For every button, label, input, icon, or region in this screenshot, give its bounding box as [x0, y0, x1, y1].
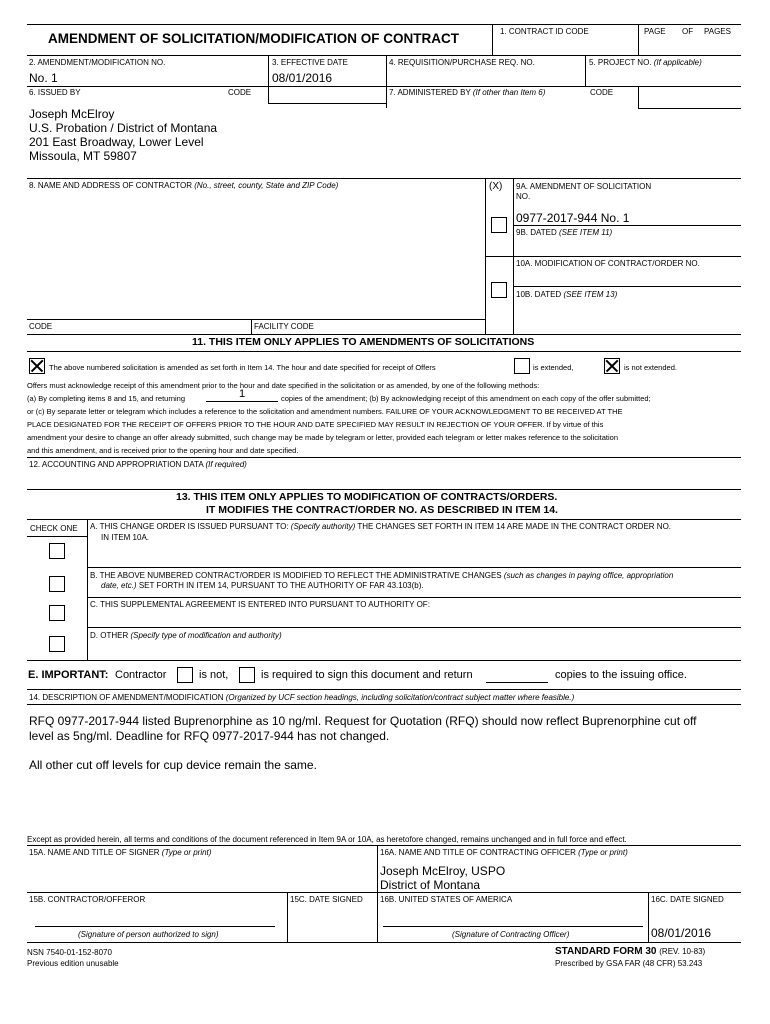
description-label: 14. DESCRIPTION OF AMENDMENT/MODIFICATION (Organized by UCF section headings, including solicitation/contract subject matter where feasible.) [29, 693, 575, 702]
item9a-label-no: NO. [516, 192, 531, 201]
copies-count-field[interactable] [486, 667, 548, 683]
contractor-signature-caption: (Signature of person authorized to sign) [78, 930, 219, 939]
option-b-text2: date, etc.) SET FORTH IN ITEM 14, PURSUANT TO THE AUTHORITY OF FAR 43.103(b). [101, 581, 424, 590]
description-line: RFQ 0977-2017-944 listed Buprenorphine as 10 ng/ml. Request for Quotation (RFQ) should now reflect Buprenorphine cut off [29, 714, 697, 728]
option-c-text: C. THIS SUPPLEMENTAL AGREEMENT IS ENTERED INTO PURSUANT TO AUTHORITY OF: [90, 600, 430, 609]
section11-line1: The above numbered solicitation is amended as set forth in Item 14. The hour and date specified for receipt of Offers [49, 363, 436, 372]
issued-by-code-label: CODE [228, 88, 252, 97]
contractor-offeror-label: 15B. CONTRACTOR/OFFEROR [29, 895, 146, 904]
item10b-label: 10B. DATED (SEE ITEM 13) [516, 290, 618, 299]
contractor-signature-field[interactable] [35, 910, 275, 925]
is-extended-checkbox[interactable] [514, 358, 530, 374]
signer-name-label: 15A. NAME AND TITLE OF SIGNER (Type or print) [29, 848, 212, 857]
is-not-extended-label: is not extended. [624, 363, 677, 372]
section11-line3a: (a) By completing items 8 and 15, and returning [27, 394, 186, 403]
form-number: STANDARD FORM 30 (REV. 10-83) [555, 946, 706, 957]
previous-edition-note: Previous edition unusable [27, 959, 119, 968]
prescribed-by: Prescribed by GSA FAR (48 CFR) 53.243 [555, 959, 703, 968]
contractor-date-label: 15C. DATE SIGNED [290, 895, 363, 904]
project-no-field[interactable] [589, 70, 739, 84]
issuer-line: U.S. Probation / District of Montana [29, 121, 218, 135]
facility-code-label: FACILITY CODE [254, 322, 314, 331]
issued-by-label: 6. ISSUED BY [29, 88, 81, 97]
option-a-text: A. THIS CHANGE ORDER IS ISSUED PURSUANT TO: (Specify authority) THE CHANGES SET FORTH IN ITEM 14 ARE MADE IN THE CONTRACT ORDER NO. [90, 522, 672, 531]
administered-by-label: 7. ADMINISTERED BY (If other than Item 6) [389, 88, 546, 97]
issuer-line: 201 East Broadway, Lower Level [29, 135, 204, 149]
option-a-checkbox[interactable] [49, 543, 65, 559]
item9a-value[interactable]: 0977-2017-944 No. 1 [516, 211, 630, 225]
pages-label: PAGES [704, 27, 731, 36]
usa-label: 16B. UNITED STATES OF AMERICA [380, 895, 513, 904]
option-b-text: B. THE ABOVE NUMBERED CONTRACT/ORDER IS MODIFIED TO REFLECT THE ADMINISTRATIVE CHANGES (such as changes in paying office, appropriation [90, 571, 674, 580]
section13-title-line1: 13. THIS ITEM ONLY APPLIES TO MODIFICATION OF CONTRACTS/ORDERS. [176, 491, 558, 503]
section11-line3b: copies of the amendment; (b) By acknowledging receipt of this amendment on each copy of the offer submitted; [281, 394, 651, 403]
option-a-text2: IN ITEM 10A. [101, 533, 150, 542]
page-label: PAGE [644, 27, 666, 36]
is-required-checkbox[interactable] [239, 667, 255, 683]
is-not-checkbox[interactable] [177, 667, 193, 683]
important-label: E. IMPORTANT: [28, 669, 109, 681]
item9a-label: 9A. AMENDMENT OF SOLICITATION [516, 182, 652, 191]
pages-field[interactable] [682, 38, 740, 54]
contractor-address-field[interactable] [29, 194, 483, 314]
option-c-checkbox[interactable] [49, 605, 65, 621]
x-column-label: (X) [489, 181, 503, 192]
form-title: AMENDMENT OF SOLICITATION/MODIFICATION OF CONTRACT [48, 31, 459, 46]
administered-code-label: CODE [590, 88, 614, 97]
contract-id-label: 1. CONTRACT ID CODE [500, 27, 589, 36]
section11-line5: PLACE DESIGNATED FOR THE RECEIPT OF OFFERS PRIOR TO THE HOUR AND DATE SPECIFIED MAY RESULT IN REJECTION OF YOUR OFFER. If by virtue of this [27, 420, 604, 429]
contractor-label: 8. NAME AND ADDRESS OF CONTRACTOR (No., street, county, State and ZIP Code) [29, 181, 339, 190]
amendment-no-value[interactable]: No. 1 [29, 71, 58, 85]
amendment-no-label: 2. AMENDMENT/MODIFICATION NO. [29, 58, 166, 67]
accounting-label: 12. ACCOUNTING AND APPROPRIATION DATA (If required) [29, 460, 247, 469]
officer-name-label: 16A. NAME AND TITLE OF CONTRACTING OFFICER (Type or print) [380, 848, 628, 857]
item10a-checkbox[interactable] [491, 282, 507, 298]
copies-returned-field[interactable]: 1 [206, 388, 278, 402]
description-line: All other cut off levels for cup device remain the same. [29, 758, 317, 772]
is-not-extended-checkbox[interactable] [604, 358, 620, 374]
copies-office-label: copies to the issuing office. [555, 669, 687, 681]
signer-name-field[interactable] [29, 862, 373, 890]
important-contractor: Contractor [115, 669, 167, 681]
option-d-checkbox[interactable] [49, 636, 65, 652]
is-required-label: is required to sign this document and return [261, 669, 473, 681]
option-d-text: D. OTHER (Specify type of modification and authority) [90, 631, 282, 640]
section11-line4: or (c) By separate letter or telegram which includes a reference to the solicitation and amendment numbers. FAILURE OF YOUR ACKNOWLEDGMENT TO BE RECEIVED AT THE [27, 407, 623, 416]
section11-line2: Offers must acknowledge receipt of this amendment prior to the hour and date specified in the solicitation or as amended, by one of the following methods: [27, 381, 540, 390]
section11-line6: amendment your desire to change an offer already submitted, such change may be made by telegram or letter, provided each telegram or letter makes reference to the solicitation [27, 433, 619, 442]
option-b-checkbox[interactable] [49, 576, 65, 592]
nsn-number: NSN 7540-01-152-8070 [27, 948, 112, 957]
officer-date-value[interactable]: 08/01/2016 [651, 926, 712, 940]
contract-id-field[interactable] [494, 38, 636, 54]
except-provided-text: Except as provided herein, all terms and conditions of the document referenced in Item 9A or 10A, as heretofore changed, remains unchanged and in full force and effect. [27, 835, 627, 844]
of-label: OF [682, 27, 694, 36]
effective-date-label: 3. EFFECTIVE DATE [272, 58, 348, 67]
section11-line7: and this amendment, and is received prior to the opening hour and date specified. [27, 446, 299, 455]
issuer-line: Joseph McElroy [29, 107, 115, 121]
check-one-label: CHECK ONE [30, 524, 78, 533]
officer-date-label: 16C. DATE SIGNED [651, 895, 724, 904]
officer-title-value[interactable]: District of Montana [380, 878, 481, 892]
page-field[interactable] [640, 38, 680, 54]
effective-date-value[interactable]: 08/01/2016 [272, 71, 333, 85]
issuer-line: Missoula, MT 59807 [29, 149, 137, 163]
requisition-label: 4. REQUISITION/PURCHASE REQ. NO. [389, 58, 535, 67]
is-extended-label: is extended, [533, 363, 574, 372]
requisition-field[interactable] [389, 70, 583, 84]
contractor-code-label: CODE [29, 322, 53, 331]
project-no-label: 5. PROJECT NO. (If applicable) [589, 58, 702, 67]
item10a-label: 10A. MODIFICATION OF CONTRACT/ORDER NO. [516, 259, 700, 268]
section11-title: 11. THIS ITEM ONLY APPLIES TO AMENDMENTS OF SOLICITATIONS [192, 336, 535, 348]
solicitation-amended-checkbox[interactable] [29, 358, 45, 374]
accounting-field[interactable] [29, 472, 739, 488]
contractor-date-field[interactable] [290, 910, 375, 938]
description-line: level as 5ng/ml. Deadline for RFQ 0977-2017-944 has not changed. [29, 729, 390, 743]
officer-name-value[interactable]: Joseph McElroy, USPO [380, 864, 506, 878]
officer-signature-caption: (Signature of Contracting Officer) [452, 930, 570, 939]
is-not-label: is not, [199, 669, 229, 681]
item9b-label: 9B. DATED (SEE ITEM 11) [516, 228, 613, 237]
officer-signature-field[interactable] [383, 910, 643, 925]
section13-title-line2: IT MODIFIES THE CONTRACT/ORDER NO. AS DESCRIBED IN ITEM 14. [206, 504, 558, 516]
item9a-checkbox[interactable] [491, 217, 507, 233]
